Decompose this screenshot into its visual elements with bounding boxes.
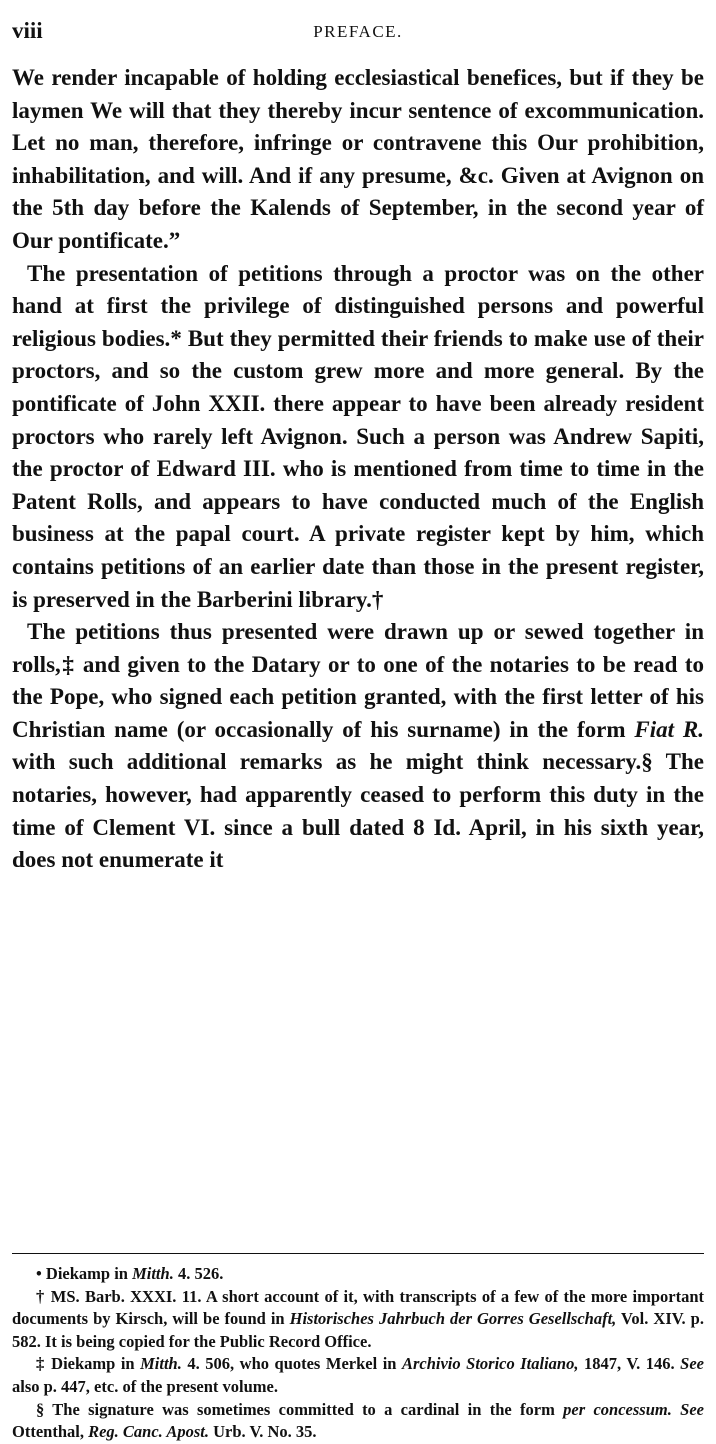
body-paragraph bbox=[12, 616, 704, 877]
italic-text: Fiat R. bbox=[634, 716, 704, 742]
page-header bbox=[12, 18, 704, 48]
page-number: viii bbox=[12, 18, 43, 43]
text-run: Urb. V. No. 35. bbox=[208, 1422, 317, 1442]
body-paragraph bbox=[12, 62, 704, 258]
italic-text: Reg. Canc. Apost. bbox=[88, 1422, 209, 1442]
text-run: • Diekamp in bbox=[36, 1264, 133, 1283]
footnote bbox=[12, 1353, 704, 1398]
text-run: § The signature was sometimes committed to a cardinal in the form bbox=[36, 1399, 564, 1419]
body-text bbox=[12, 62, 704, 877]
text-run: also p. 447, etc. of the present volume. bbox=[12, 1376, 278, 1396]
text-run: The notaries, however, had apparently ceased to perform this duty in the time of Clement VI. since a bull dated 8 Id. April, in his sixth year, does not enumerate it bbox=[12, 749, 704, 873]
footnote bbox=[12, 1263, 704, 1286]
footnote bbox=[12, 1399, 704, 1444]
footnote-marker: * bbox=[170, 325, 182, 351]
text-run: 4. 506, who quotes Merkel in bbox=[181, 1354, 402, 1374]
text-run bbox=[672, 1400, 680, 1419]
text-run: The petitions thus presented were drawn up or sewed together in rolls, bbox=[12, 619, 704, 677]
text-run: and given to the Datary or to one of the notaries to be read to the Pope, who signed each petition granted, with the first letter of his Christian name (or occasionally of his surname) in the form bbox=[12, 651, 705, 742]
running-title: PREFACE. bbox=[313, 22, 403, 41]
footnote bbox=[12, 1286, 704, 1354]
italic-text: Mitth. bbox=[132, 1264, 174, 1283]
italic-text: per concessum. bbox=[563, 1399, 672, 1419]
footnote-rule bbox=[12, 1253, 704, 1254]
italic-text: See bbox=[680, 1399, 704, 1419]
text-run: We render incapable of holding ecclesiastical benefices, but if they be laymen We will that they thereby incur sentence of excommunication. Let no man, therefore, infringe or contravene this Our prohibition, inhabilitation, and will. And if any presume, &c. Given at Avignon on the 5th day before the Kalends of September, in the second year of Our pontificate.” bbox=[12, 65, 704, 253]
footnotes bbox=[12, 1263, 704, 1444]
text-run: with such additional remarks as he might think necessary. bbox=[12, 749, 642, 775]
text-run: ‡ Diekamp in bbox=[36, 1354, 141, 1374]
text-run: 4. 526. bbox=[173, 1264, 224, 1283]
text-run: But they permitted their friends to make use of their proctors, and so the custom grew more and more general. By the pontificate of John XXII. there appear to have been already resident proctors who rarely left Avignon. Such a person was Andrew Sapiti, the proctor of Edward III. who is mentioned from time to time in the Patent Rolls, and appears to have conducted much of the English business at the papal court. A private register kept by him, which contains petitions of an earlier date than those in the present register, is preserved in the Barberini library. bbox=[12, 325, 704, 612]
footnote-marker: † bbox=[371, 586, 384, 612]
text-run: † MS. Barb. XXXI. 11. A short account of it, with transcripts of a few of the more important documents by Kirsch, will be found in bbox=[12, 1286, 704, 1329]
italic-text: See bbox=[680, 1354, 704, 1374]
italic-text: Archivio Storico Italiano, bbox=[401, 1354, 579, 1374]
body-paragraph bbox=[12, 258, 704, 617]
text-run: The presentation of petitions through a proctor was on the other hand at first the privilege of distinguished persons and powerful religious bodies. bbox=[12, 260, 704, 351]
italic-text: Mitth. bbox=[140, 1354, 182, 1374]
italic-text: Historisches Jahrbuch der Gorres Gesellschaft, bbox=[289, 1309, 617, 1329]
text-run: Ottenthal, bbox=[12, 1422, 89, 1442]
text-run: Vol. XIV. p. 582. It is being copied for the Public Record Office. bbox=[12, 1309, 704, 1351]
footnote-marker: ‡ bbox=[60, 651, 76, 677]
text-run: 1847, V. 146. bbox=[578, 1354, 681, 1374]
footnote-marker: § bbox=[641, 749, 653, 775]
